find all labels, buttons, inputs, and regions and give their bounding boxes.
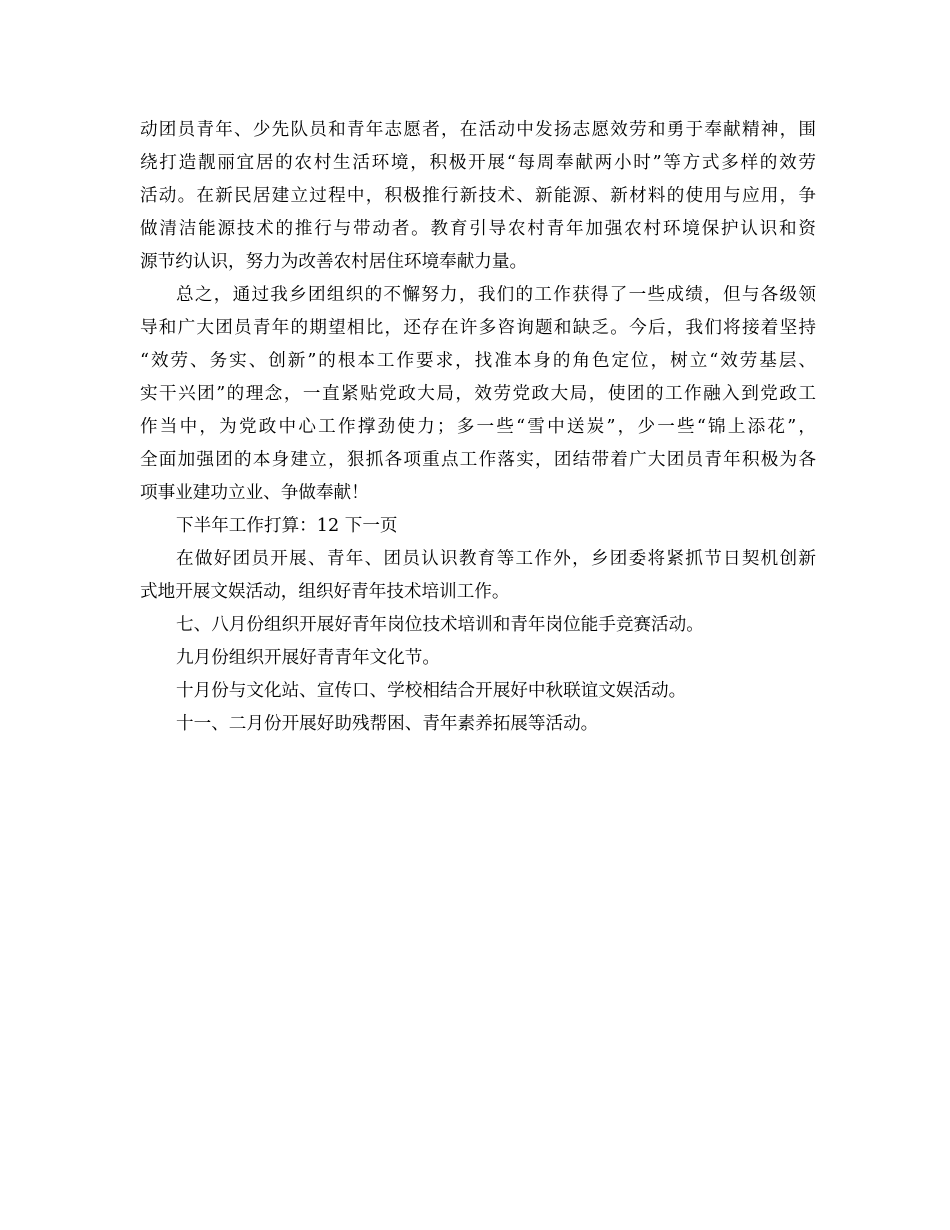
paragraph bbox=[140, 114, 816, 279]
text-line: 绕打造靓丽宜居的农村生活环境，积极开展“每周奉献两小时”等方式多样的效劳 bbox=[140, 153, 816, 173]
text-line: 全面加强团的本身建立，狠抓各项重点工作落实，团结带着广大团员青年积极为各 bbox=[140, 450, 816, 470]
document-body bbox=[140, 114, 816, 741]
paragraph bbox=[140, 510, 816, 543]
text-line: 十月份与文化站、宣传口、学校相结合开展好中秋联谊文娱活动。 bbox=[176, 681, 687, 701]
text-line: 做清洁能源技术的推行与带动者。教育引导农村青年加强农村环境保护认识和资 bbox=[140, 219, 816, 239]
text-line: 项事业建功立业、争做奉献！ bbox=[140, 483, 369, 503]
paragraph bbox=[140, 279, 816, 510]
text-line: 导和广大团员青年的期望相比，还存在许多咨询题和缺乏。今后，我们将接着坚持 bbox=[140, 318, 816, 338]
text-line: 式地开展文娱活动，组织好青年技术培训工作。 bbox=[140, 582, 510, 602]
text-line: 十一、二月份开展好助残帮困、青年素养拓展等活动。 bbox=[176, 714, 599, 734]
text-line: “效劳、务实、创新”的根本工作要求，找准本身的角色定位，树立“效劳基层、 bbox=[140, 351, 816, 371]
text-line: 源节约认识，努力为改善农村居住环境奉献力量。 bbox=[140, 252, 528, 272]
paragraph bbox=[140, 609, 816, 642]
paragraph bbox=[140, 642, 816, 675]
text-line: 动团员青年、少先队员和青年志愿者，在活动中发扬志愿效劳和勇于奉献精神，围 bbox=[140, 120, 816, 140]
text-line: 下半年工作打算：12 下一页 bbox=[176, 516, 398, 536]
text-line: 活动。在新民居建立过程中，积极推行新技术、新能源、新材料的使用与应用，争 bbox=[140, 186, 816, 206]
paragraph bbox=[140, 543, 816, 609]
text-line: 九月份组织开展好青青年文化节。 bbox=[176, 648, 440, 668]
text-line: 七、八月份组织开展好青年岗位技术培训和青年岗位能手竞赛活动。 bbox=[176, 615, 704, 635]
text-line: 作当中，为党政中心工作撑劲使力；多一些“雪中送炭”，少一些“锦上添花”， bbox=[140, 417, 816, 437]
paragraph bbox=[140, 675, 816, 708]
paragraph bbox=[140, 708, 816, 741]
text-line: 实干兴团”的理念，一直紧贴党政大局，效劳党政大局，使团的工作融入到党政工 bbox=[140, 384, 816, 404]
text-line: 在做好团员开展、青年、团员认识教育等工作外，乡团委将紧抓节日契机创新 bbox=[176, 549, 816, 569]
text-line: 总之，通过我乡团组织的不懈努力，我们的工作获得了一些成绩，但与各级领 bbox=[176, 285, 816, 305]
